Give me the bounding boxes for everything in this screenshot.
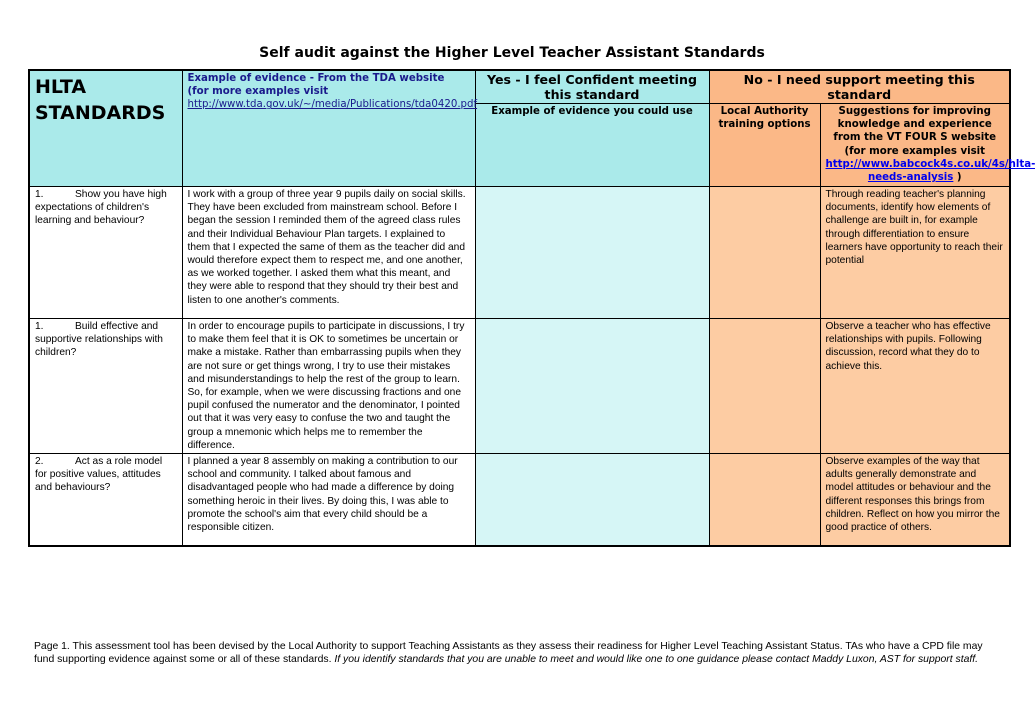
header-row-top [29, 70, 1010, 104]
standard-cell [29, 187, 182, 319]
suggestion-cell: Through reading teacher's planning documents, identify how elements of challenge are built in, for example through differentiation to ensure learners have opportunity to reach their potential [820, 187, 1010, 319]
yes-evidence-cell[interactable] [475, 454, 709, 546]
table-row [29, 454, 1010, 546]
suggestion-cell: Observe examples of the way that adults generally demonstrate and model attitudes or behaviour and the different responses this brings from children. Reflect on how you mirror the good practice of others. [820, 454, 1010, 546]
evidence-header-line1: Example of evidence - From the TDA website [187, 73, 445, 84]
hlta-header-line2: STANDARDS [35, 102, 166, 124]
table-row [29, 319, 1010, 454]
suggestions-header-close: ) [953, 172, 962, 184]
yes-subheader: Example of evidence you could use [475, 104, 709, 187]
standard-text: Act as a role model for positive values, attitudes and behaviours? [35, 456, 163, 494]
standard-cell [29, 319, 182, 454]
yes-evidence-cell[interactable] [475, 319, 709, 454]
suggestions-header [820, 104, 1035, 187]
hlta-header-line1: HLTA [35, 76, 87, 98]
standard-number: 2. [35, 456, 44, 468]
evidence-cell: I work with a group of three year 9 pupils daily on social skills. They have been excluded from mainstream school. Before I began the session I reminded them of the agreed class rules and their Individual Behaviour Plan targets. I explained to them that I expected the same of them as the teacher did and would therefore expect them to respect me, and one another, as we worked together. I asked them what this meant, and they were able to respond that they should try their best and listen to one another's comments. [182, 187, 475, 319]
standard-text: Show you have high expectations of children's learning and behaviour? [35, 189, 167, 227]
standard-text: Build effective and supportive relationships with children? [35, 321, 163, 359]
document-title: Self audit against the Higher Level Teacher Assistant Standards [259, 45, 765, 61]
footer-text: Page 1. This assessment tool has been devised by the Local Authority to support Teaching Assistants as they assess their readiness for Higher Level Teaching Assistant Status. TAs who have a CPD file may fund supporting evidence against some or all of these standards. [34, 641, 983, 665]
suggestions-header-line2: (for more examples visit [844, 145, 986, 157]
la-training-cell[interactable] [709, 319, 820, 454]
footer-contact-text: If you identify standards that you are unable to meet and would like one to one guidance please contact Maddy Luxon, AST for support staff. [334, 654, 979, 665]
evidence-cell: I planned a year 8 assembly on making a contribution to our school and community. I talked about famous and disadvantaged people who had made a difference by doing something heroic in their lives. By doing this, I was able to promote the school's aim that every child should be a responsible citizen. [182, 454, 475, 546]
audit-table [28, 69, 1035, 547]
evidence-cell: In order to encourage pupils to participate in discussions, I try to make them feel that it is OK to sometimes be uncertain or make a mistake. Rather than embarrassing pupils when they are not sure or get things wrong, I try to use their mistakes and misunderstandings to help the rest of the group to learn. So, for example, when we were discussing fractions and one pupil confused the numerator and the denominator, I pointed out that it was very easy to confuse the two and taught the group a mnemonic which helps me to remember the difference. [182, 319, 475, 454]
footer-note [34, 640, 994, 666]
yes-evidence-cell[interactable] [475, 187, 709, 319]
yes-header: Yes - I feel Confident meeting this standard [475, 70, 709, 104]
tda-link[interactable]: http://www.tda.gov.uk/~/media/Publications/tda0420.pdf [187, 99, 478, 111]
la-training-cell[interactable] [709, 454, 820, 546]
standard-number: 1. [35, 321, 44, 332]
evidence-header [182, 70, 478, 187]
suggestions-header-line1: Suggestions for improving knowledge and experience from the VT FOUR S website [833, 106, 997, 144]
la-training-cell[interactable] [709, 187, 820, 319]
evidence-header-line2: (for more examples visit [187, 86, 329, 98]
la-training-header: Local Authority training options [709, 104, 820, 187]
no-header: No - I need support meeting this standard [709, 70, 1010, 104]
standard-number: 1. [35, 189, 44, 200]
babcock-link[interactable]: http://www.babcock4s.co.uk/4s/hlta-needs-analysis [825, 158, 1035, 184]
hlta-standards-header [29, 70, 182, 187]
suggestion-cell: Observe a teacher who has effective relationships with pupils. Following discussion, record what they do to achieve this. [820, 319, 1010, 454]
table-row [29, 187, 1010, 319]
standard-cell [29, 454, 182, 546]
